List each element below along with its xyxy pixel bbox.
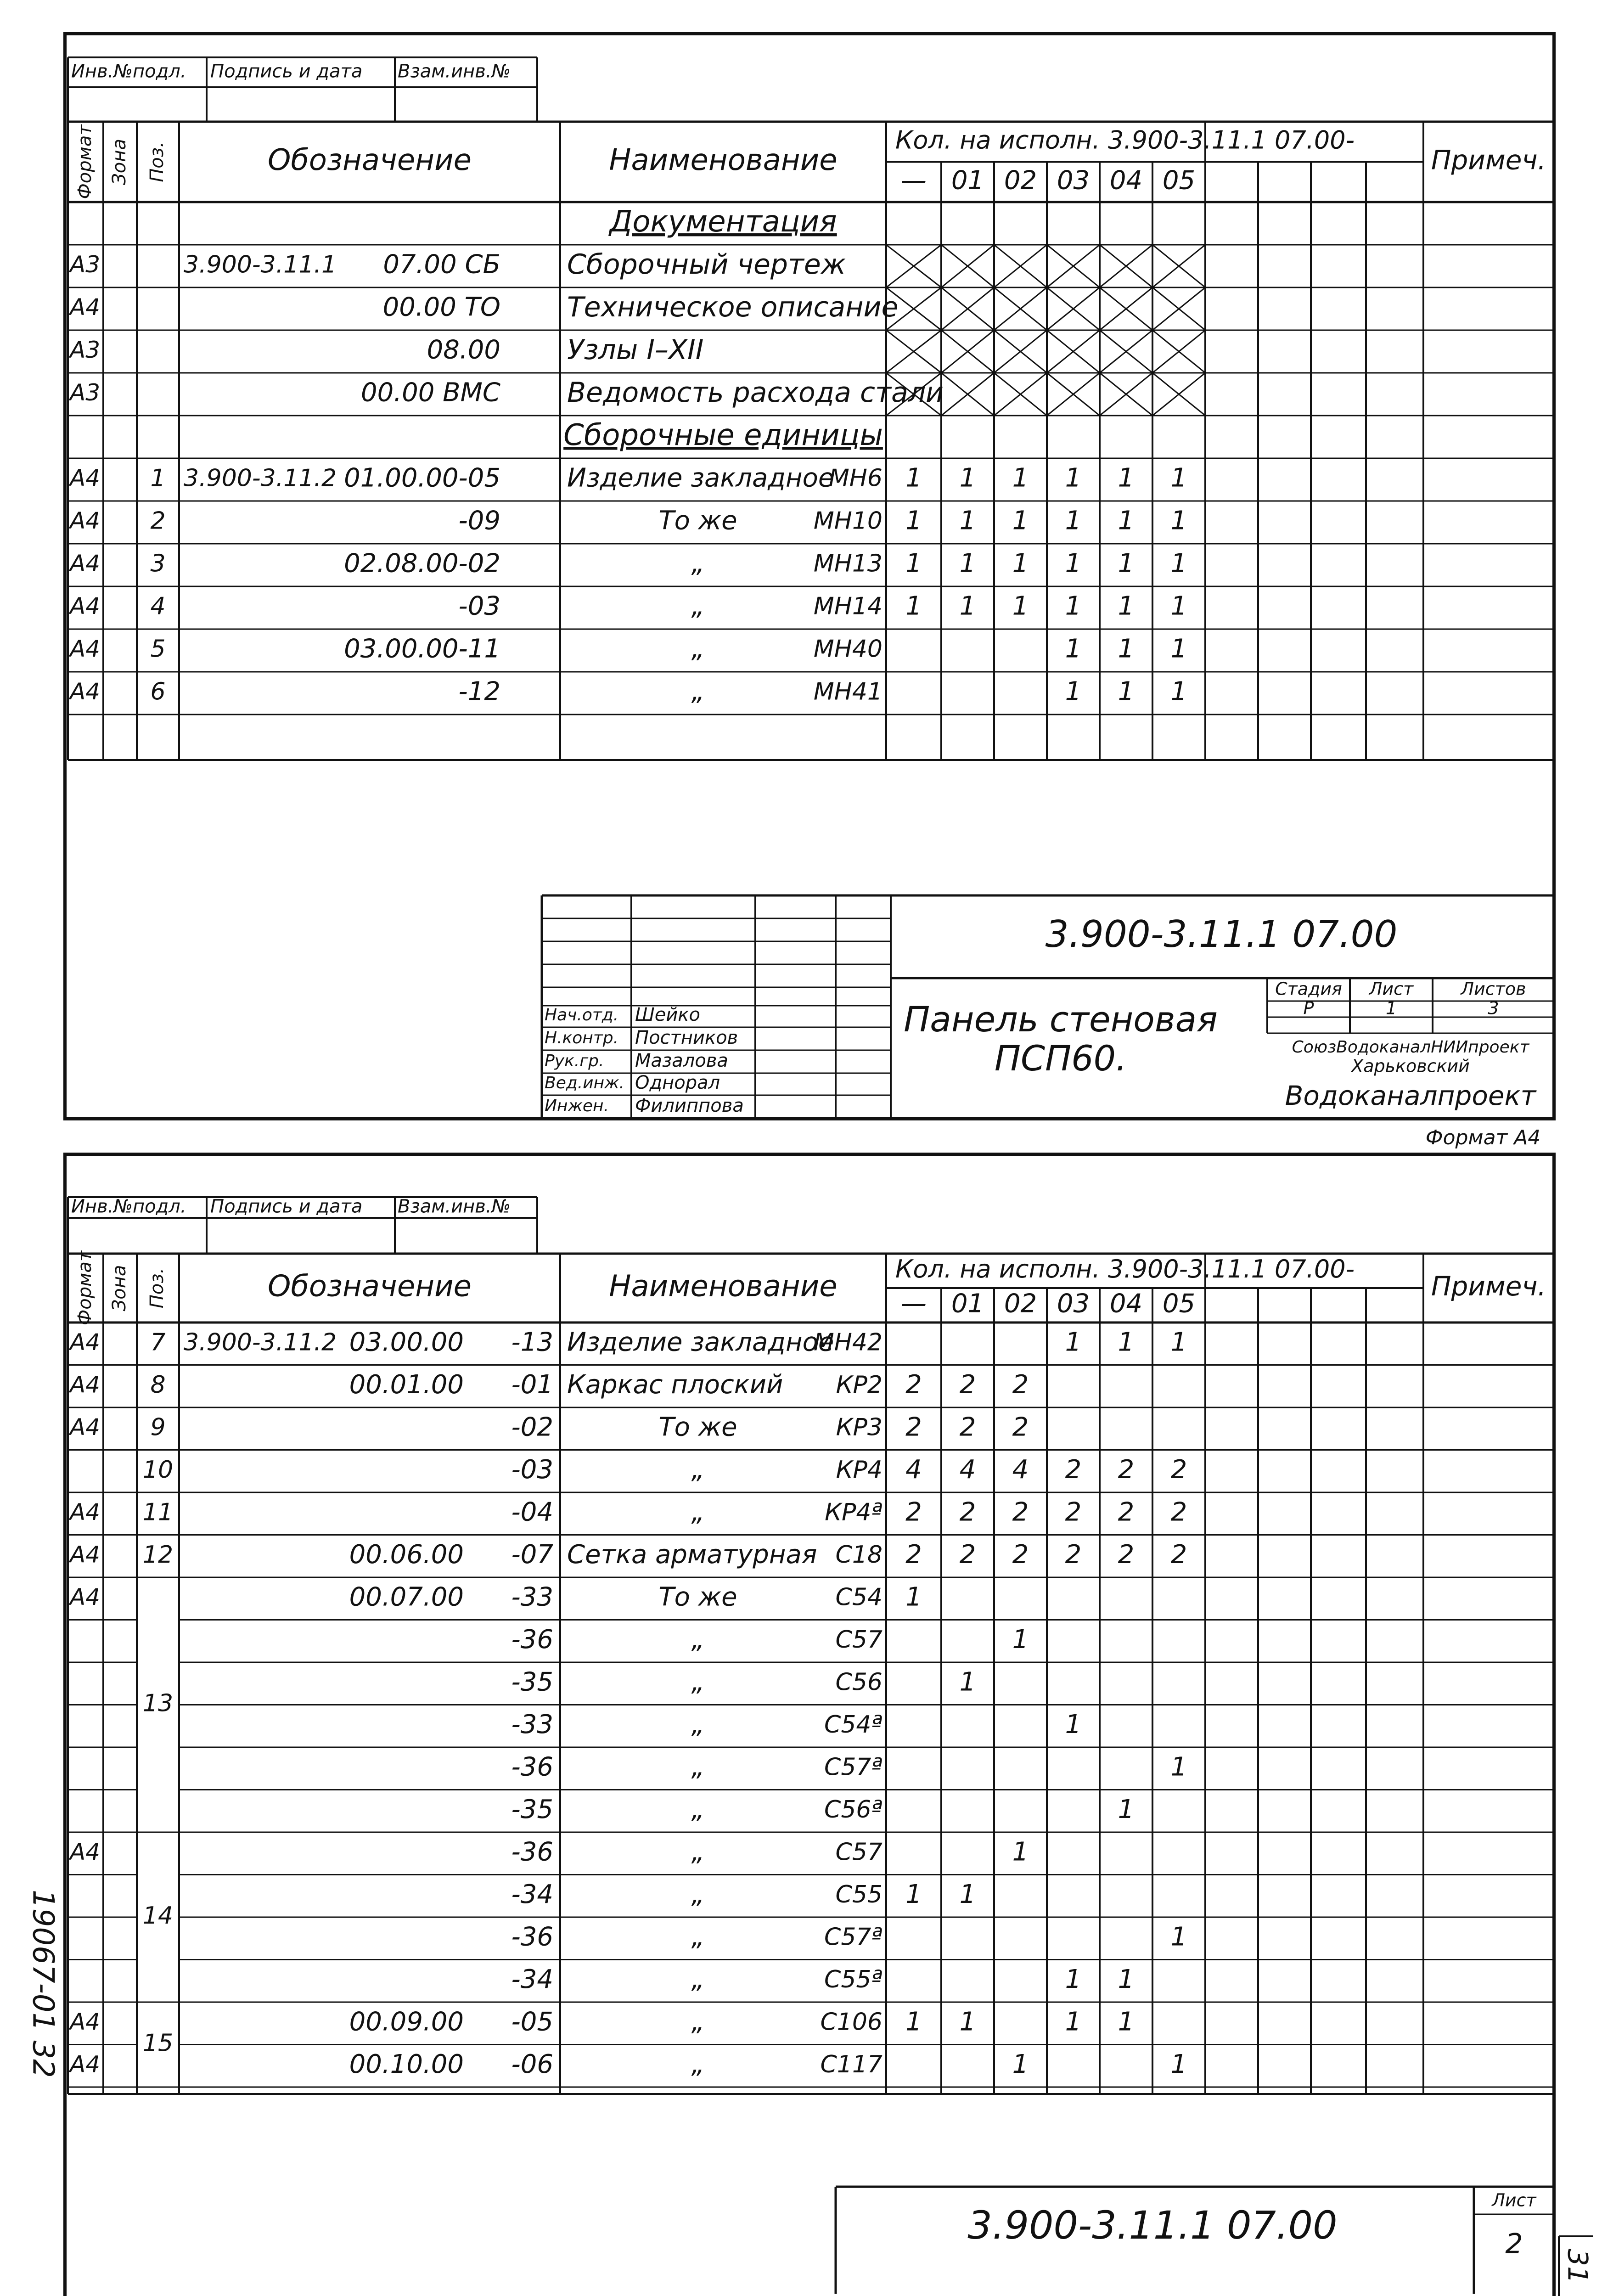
cell-qty: 1 xyxy=(1065,1709,1082,1739)
cell-designation: 03.00.00 xyxy=(349,1327,464,1357)
cell-designation-base: 3.900-3.11.1 xyxy=(184,251,337,279)
cell-mark: С55ª xyxy=(824,1965,883,1993)
stamp-inv-label: Инв.№подл. xyxy=(71,1196,186,1217)
title-name-2: ПСП60. xyxy=(994,1037,1127,1079)
cell-qty: 1 xyxy=(1065,1327,1082,1357)
cell-qty: 2 xyxy=(1118,1454,1135,1485)
header-format: Формат xyxy=(74,1250,96,1326)
cell-format: А4 xyxy=(70,465,101,491)
person-name: Мазалова xyxy=(635,1050,728,1071)
cell-qty: 1 xyxy=(1118,548,1135,579)
header-variant-4: 04 xyxy=(1109,1289,1143,1319)
header-variant-3: 03 xyxy=(1057,1289,1090,1319)
cell-qty: 1 xyxy=(1170,506,1187,536)
cell-name: Ведомость расхода стали xyxy=(567,377,944,409)
header-note: Примеч. xyxy=(1431,1271,1546,1302)
cell-name: „ xyxy=(691,591,705,621)
role-label: Нач.отд. xyxy=(545,1006,619,1024)
cell-qty: 1 xyxy=(1170,548,1187,579)
cell-qty: 1 xyxy=(1170,676,1187,707)
cell-pos: 8 xyxy=(150,1371,166,1399)
cell-designation-suffix: -01 xyxy=(511,1369,553,1400)
cell-qty: 2 xyxy=(1012,1412,1029,1442)
cell-name: „ xyxy=(691,548,705,579)
cell-qty: 1 xyxy=(1170,1327,1187,1357)
merged-pos: 14 xyxy=(142,1902,174,1930)
sheet-label: Лист xyxy=(1369,979,1414,999)
cell-qty: 1 xyxy=(959,1879,976,1909)
cell-name: „ xyxy=(691,1454,705,1485)
section-title: Сборочные единицы xyxy=(563,418,883,453)
header-variant-2: 02 xyxy=(1004,1289,1037,1319)
cell-designation-suffix: -35 xyxy=(511,1667,553,1697)
cell-format: А4 xyxy=(70,636,101,662)
cell-qty: 1 xyxy=(1118,634,1135,664)
cell-qty: 1 xyxy=(1118,463,1135,493)
merged-pos: 15 xyxy=(142,2029,174,2057)
cell-mark: КР4 xyxy=(836,1456,883,1484)
section-title: Документация xyxy=(609,205,837,239)
cell-qty: 1 xyxy=(905,506,922,536)
header-format: Формат xyxy=(74,124,96,199)
stamp-sign-label: Подпись и дата xyxy=(210,61,363,82)
header-qty: Кол. на исполн. 3.900-3.11.1 07.00- xyxy=(895,1255,1355,1284)
role-label: Рук.гр. xyxy=(545,1052,604,1070)
cell-qty: 1 xyxy=(1065,634,1082,664)
cell-name: То же xyxy=(658,1582,737,1612)
header-variant-4: 04 xyxy=(1109,165,1143,196)
cell-designation: 07.00 СБ xyxy=(383,249,500,280)
cell-qty: 1 xyxy=(1170,1752,1187,1782)
cell-qty: 2 xyxy=(1012,1497,1029,1527)
cell-format: А4 xyxy=(70,1583,101,1610)
cell-qty: 1 xyxy=(1118,1327,1135,1357)
cell-mark: С106 xyxy=(820,2008,883,2036)
cell-name: То же xyxy=(658,506,737,536)
cell-name: Узлы I–XII xyxy=(567,334,704,366)
person-name: Шейко xyxy=(635,1004,701,1025)
cell-format: А4 xyxy=(70,678,101,705)
cell-designation: -12 xyxy=(458,676,500,707)
cell-pos: 6 xyxy=(150,678,166,706)
cell-qty: 4 xyxy=(1012,1454,1029,1485)
cell-qty: 1 xyxy=(1170,1922,1187,1952)
cell-mark: С57ª xyxy=(824,1753,883,1781)
cell-pos: 3 xyxy=(150,550,166,578)
cell-mark: С56ª xyxy=(824,1795,883,1823)
cell-mark: МН40 xyxy=(813,635,883,663)
cell-pos: 1 xyxy=(150,464,166,492)
cell-mark: МН6 xyxy=(828,464,883,492)
cell-qty: 1 xyxy=(1012,463,1029,493)
cell-designation: 00.00 ВМС xyxy=(361,377,500,408)
cell-qty: 1 xyxy=(1012,1837,1029,1867)
header-pos: Поз. xyxy=(146,141,168,182)
cell-format: А4 xyxy=(70,1541,101,1568)
cell-qty: 2 xyxy=(1012,1369,1029,1400)
cell-qty: 1 xyxy=(1065,548,1082,579)
cell-designation-suffix: -36 xyxy=(511,1624,553,1654)
sheets-label: Листов xyxy=(1461,979,1526,999)
cell-format: А4 xyxy=(70,1328,101,1356)
cell-qty: 2 xyxy=(1118,1497,1135,1527)
cell-format: А4 xyxy=(70,550,101,577)
header-qty: Кол. на исполн. 3.900-3.11.1 07.00- xyxy=(895,125,1355,155)
title-code: 3.900-3.11.1 07.00 xyxy=(967,2202,1338,2248)
cell-name: „ xyxy=(691,1794,705,1824)
title-name-1: Панель стеновая xyxy=(904,998,1218,1040)
cell-qty: 2 xyxy=(905,1497,922,1527)
format-label: Формат А4 xyxy=(1425,1126,1541,1149)
cell-designation-suffix: -07 xyxy=(511,1539,553,1570)
cell-qty: 1 xyxy=(1170,634,1187,664)
header-zone: Зона xyxy=(109,139,130,185)
cell-format: А4 xyxy=(70,294,101,321)
cell-qty: 1 xyxy=(905,1582,922,1612)
cell-qty: 1 xyxy=(1118,591,1135,621)
cell-designation-suffix: -02 xyxy=(511,1412,553,1442)
cell-format: А4 xyxy=(70,1371,101,1398)
cell-designation: 00.07.00 xyxy=(349,1582,464,1612)
header-name: Наименование xyxy=(609,143,838,178)
cell-mark: КР4ª xyxy=(825,1498,883,1526)
cell-designation: 03.00.00-11 xyxy=(344,634,500,664)
cell-qty: 1 xyxy=(905,2007,922,2037)
cell-pos: 2 xyxy=(150,507,166,535)
cell-qty: 1 xyxy=(1065,1964,1082,1994)
role-label: Инжен. xyxy=(545,1097,609,1115)
header-variant-1: 01 xyxy=(951,165,984,196)
header-variant-1: 01 xyxy=(951,1289,984,1319)
org-name-3: Водоканалпроект xyxy=(1285,1080,1536,1112)
side-archive-number: 19067-01 32 xyxy=(26,1890,60,2078)
cell-designation-suffix: -36 xyxy=(511,1752,553,1782)
cell-qty: 2 xyxy=(905,1369,922,1400)
org-name-2: Харьковский xyxy=(1351,1056,1470,1076)
header-pos: Поз. xyxy=(146,1267,168,1309)
cell-qty: 1 xyxy=(1065,506,1082,536)
cell-name: „ xyxy=(691,1837,705,1867)
cell-qty: 1 xyxy=(1012,1624,1029,1654)
cell-qty: 1 xyxy=(1118,506,1135,536)
cell-mark: С54 xyxy=(835,1583,883,1611)
cell-qty: 1 xyxy=(959,2007,976,2037)
cell-qty: 1 xyxy=(959,591,976,621)
cell-mark: С18 xyxy=(835,1541,883,1569)
cell-qty: 1 xyxy=(1012,591,1029,621)
cell-designation-base: 3.900-3.11.2 xyxy=(184,464,337,492)
cell-qty: 4 xyxy=(905,1454,922,1485)
header-variant-0: — xyxy=(901,165,927,196)
cell-name: Изделие закладное xyxy=(567,463,834,493)
cell-qty: 1 xyxy=(959,1667,976,1697)
cell-format: А4 xyxy=(70,1498,101,1525)
cell-mark: С55 xyxy=(835,1880,883,1908)
cell-name: „ xyxy=(691,2049,705,2079)
role-label: Н.контр. xyxy=(545,1029,619,1047)
stamp-replace-label: Взам.инв.№ xyxy=(398,1196,511,1217)
cell-qty: 1 xyxy=(905,591,922,621)
cell-mark: МН42 xyxy=(813,1328,883,1356)
cell-name: „ xyxy=(691,1964,705,1994)
cell-format: А4 xyxy=(70,1838,101,1865)
cell-pos: 4 xyxy=(150,592,166,620)
cell-name: „ xyxy=(691,2007,705,2037)
title-code: 3.900-3.11.1 07.00 xyxy=(1045,912,1398,956)
cell-mark: С56 xyxy=(835,1668,883,1696)
org-name-1: СоюзВодоканалНИИпроект xyxy=(1292,1038,1529,1057)
header-designation: Обозначение xyxy=(267,143,472,178)
stamp-replace-label: Взам.инв.№ xyxy=(398,61,511,82)
cell-format: А3 xyxy=(70,337,101,363)
cell-designation-suffix: -03 xyxy=(511,1454,553,1485)
cell-qty: 1 xyxy=(1065,676,1082,707)
cell-designation-suffix: -05 xyxy=(511,2007,553,2037)
role-label: Вед.инж. xyxy=(545,1074,624,1092)
cell-name: „ xyxy=(691,1752,705,1782)
cell-name: Техническое описание xyxy=(567,291,899,324)
cell-mark: С54ª xyxy=(824,1711,883,1739)
cell-name: „ xyxy=(691,1709,705,1739)
cell-qty: 2 xyxy=(905,1412,922,1442)
stamp-inv-label: Инв.№подл. xyxy=(71,61,186,82)
header-name: Наименование xyxy=(609,1269,838,1304)
stage-value: Р xyxy=(1303,998,1314,1019)
person-name: Филиппова xyxy=(635,1095,744,1116)
cell-qty: 1 xyxy=(1012,506,1029,536)
cell-qty: 1 xyxy=(1170,463,1187,493)
cell-pos: 12 xyxy=(142,1541,174,1569)
cell-format: А4 xyxy=(70,1413,101,1441)
cell-mark: МН13 xyxy=(813,550,883,578)
cell-qty: 1 xyxy=(959,548,976,579)
cell-qty: 1 xyxy=(1065,463,1082,493)
cell-qty: 1 xyxy=(959,463,976,493)
cell-qty: 1 xyxy=(1012,2049,1029,2079)
cell-designation: -09 xyxy=(458,506,500,536)
cell-name: „ xyxy=(691,634,705,664)
header-variant-2: 02 xyxy=(1004,165,1037,196)
cell-designation: 00.10.00 xyxy=(349,2049,464,2079)
cell-qty: 1 xyxy=(1118,1794,1135,1824)
cell-qty: 1 xyxy=(1118,676,1135,707)
cell-pos: 9 xyxy=(150,1413,166,1441)
cell-name: Каркас плоский xyxy=(567,1369,783,1400)
cell-qty: 2 xyxy=(959,1369,976,1400)
cell-designation-suffix: -36 xyxy=(511,1922,553,1952)
cell-qty: 1 xyxy=(1065,2007,1082,2037)
cell-qty: 4 xyxy=(959,1454,976,1485)
stage-label: Стадия xyxy=(1275,979,1342,999)
cell-qty: 1 xyxy=(1118,1964,1135,1994)
cell-designation-suffix: -33 xyxy=(511,1709,553,1739)
corner-number: 31 xyxy=(1561,2248,1594,2284)
cell-qty: 2 xyxy=(1170,1539,1187,1570)
sheet-label: Лист xyxy=(1492,2190,1536,2211)
cell-mark: КР3 xyxy=(836,1413,883,1441)
cell-pos: 5 xyxy=(150,635,166,663)
sheet-value: 1 xyxy=(1385,998,1397,1019)
cell-mark: С57 xyxy=(835,1626,883,1654)
cell-mark: МН10 xyxy=(813,507,883,535)
cell-mark: С57ª xyxy=(824,1923,883,1951)
cell-name: „ xyxy=(691,1624,705,1654)
header-zone: Зона xyxy=(109,1265,130,1311)
sheet-value: 2 xyxy=(1505,2228,1523,2260)
cell-name: „ xyxy=(691,1497,705,1527)
cell-qty: 2 xyxy=(905,1539,922,1570)
header-note: Примеч. xyxy=(1431,144,1546,176)
cell-qty: 2 xyxy=(1170,1497,1187,1527)
cell-name: „ xyxy=(691,1879,705,1909)
cell-designation: 00.01.00 xyxy=(349,1369,464,1400)
header-variant-0: — xyxy=(901,1289,927,1319)
header-variant-5: 05 xyxy=(1162,165,1196,196)
header-designation: Обозначение xyxy=(267,1269,472,1304)
cell-qty: 2 xyxy=(1065,1539,1082,1570)
person-name: Однорал xyxy=(635,1072,720,1093)
cell-pos: 7 xyxy=(150,1328,166,1356)
cell-name: То же xyxy=(658,1412,737,1442)
cell-name: Сборочный чертеж xyxy=(567,248,846,281)
cell-name: „ xyxy=(691,676,705,707)
cell-qty: 1 xyxy=(1170,591,1187,621)
cell-designation-suffix: -06 xyxy=(511,2049,553,2079)
cell-name: Сетка арматурная xyxy=(567,1539,817,1570)
cell-mark: С117 xyxy=(820,2050,883,2078)
cell-designation: 00.09.00 xyxy=(349,2007,464,2037)
header-variant-3: 03 xyxy=(1057,165,1090,196)
cell-qty: 1 xyxy=(905,463,922,493)
cell-qty: 2 xyxy=(1012,1539,1029,1570)
cell-designation: 02.08.00-02 xyxy=(344,548,500,579)
cell-designation-base: 3.900-3.11.2 xyxy=(184,1328,337,1356)
cell-qty: 1 xyxy=(1065,591,1082,621)
cell-qty: 2 xyxy=(1065,1454,1082,1485)
cell-qty: 1 xyxy=(1170,2049,1187,2079)
cell-qty: 1 xyxy=(959,506,976,536)
cell-qty: 2 xyxy=(959,1412,976,1442)
cell-pos: 11 xyxy=(142,1498,174,1526)
cell-designation-suffix: -36 xyxy=(511,1837,553,1867)
cell-qty: 1 xyxy=(1012,548,1029,579)
cell-qty: 2 xyxy=(959,1497,976,1527)
cell-mark: КР2 xyxy=(836,1371,883,1399)
cell-qty: 2 xyxy=(959,1539,976,1570)
cell-name: „ xyxy=(691,1667,705,1697)
cell-format: А4 xyxy=(70,2008,101,2035)
cell-name: Изделие закладное xyxy=(567,1327,834,1357)
cell-designation-suffix: -04 xyxy=(511,1497,553,1527)
cell-format: А4 xyxy=(70,507,101,534)
cell-name: „ xyxy=(691,1922,705,1952)
cell-format: А4 xyxy=(70,593,101,619)
cell-designation: 01.00.00-05 xyxy=(344,463,500,493)
cell-designation: 08.00 xyxy=(427,335,500,365)
cell-mark: С57 xyxy=(835,1838,883,1866)
cell-mark: МН14 xyxy=(813,592,883,620)
cell-mark: МН41 xyxy=(813,678,883,706)
cell-designation-suffix: -34 xyxy=(511,1964,553,1994)
cell-qty: 1 xyxy=(905,548,922,579)
cell-qty: 2 xyxy=(1170,1454,1187,1485)
cell-format: А3 xyxy=(70,379,101,406)
cell-pos: 10 xyxy=(142,1456,174,1484)
cell-format: А3 xyxy=(70,251,101,278)
cell-format: А4 xyxy=(70,2051,101,2078)
cell-qty: 2 xyxy=(1065,1497,1082,1527)
stamp-sign-label: Подпись и дата xyxy=(210,1196,363,1217)
cell-qty: 1 xyxy=(1118,2007,1135,2037)
cell-designation-suffix: -35 xyxy=(511,1794,553,1824)
cell-designation-suffix: -34 xyxy=(511,1879,553,1909)
sheets-value: 3 xyxy=(1488,998,1499,1019)
cell-designation: -03 xyxy=(458,591,500,621)
cell-designation-suffix: -33 xyxy=(511,1582,553,1612)
merged-pos: 13 xyxy=(142,1689,174,1717)
header-variant-5: 05 xyxy=(1162,1289,1196,1319)
cell-designation: 00.06.00 xyxy=(349,1539,464,1570)
person-name: Постников xyxy=(635,1027,738,1048)
cell-qty: 2 xyxy=(1118,1539,1135,1570)
cell-designation: 00.00 ТО xyxy=(382,292,500,322)
cell-qty: 1 xyxy=(905,1879,922,1909)
cell-designation-suffix: -13 xyxy=(511,1327,553,1357)
